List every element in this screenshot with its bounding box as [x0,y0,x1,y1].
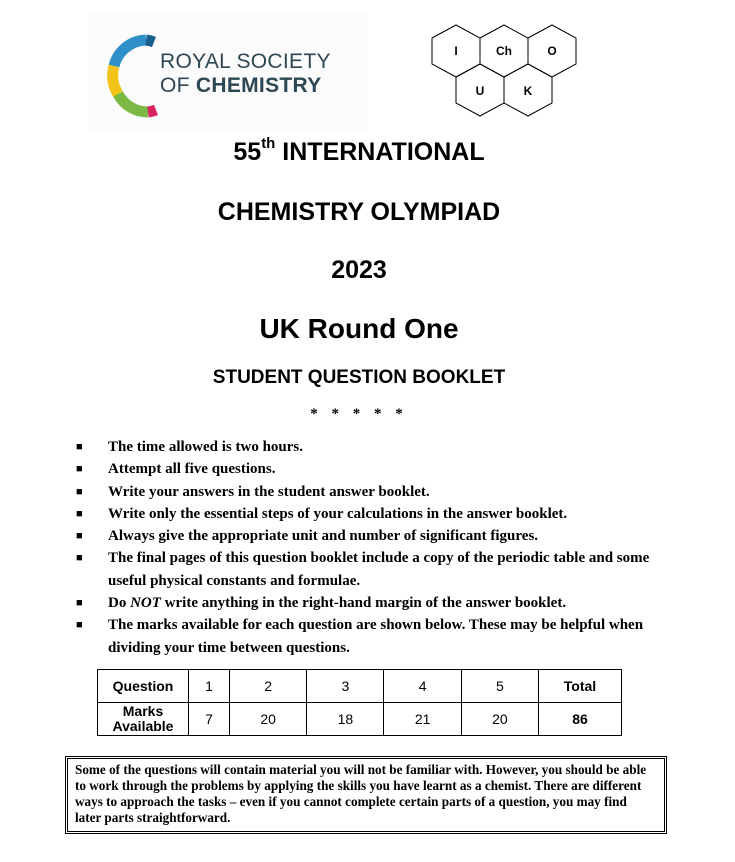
marks-table [97,669,622,736]
title-line-2: CHEMISTRY OLYMPIAD [217,198,501,226]
table-row [98,670,622,703]
hex-label: Ch [496,44,512,58]
rsc-logo [88,14,368,132]
bullet-icon [76,614,83,636]
table-row [98,703,622,736]
title-round: UK Round One [259,313,459,344]
bullet-icon [76,525,83,547]
note-text: Some of the questions will contain material you will not be familiar with. However, you should be able to work through the problems by applying the skills you have learnt as a chemist. There are different ways to approach the tasks – even if you cannot complete certain parts of a question, you may find later parts straightforward. [75,762,647,825]
table-header-cell: Marks Available [98,703,189,736]
list-item: ■ The time allowed is two hours. [76,436,656,458]
title-year: 2023 [331,256,387,284]
table-header-cell: Total [539,670,622,703]
hex-label: K [523,84,533,98]
list-item: ■ Write your answers in the student answer booklet. [76,481,656,503]
bullet-icon [76,481,83,503]
table-cell: 7 [189,703,230,736]
table-cell: 1 [189,670,230,703]
bullet-icon [76,547,83,569]
bullet-icon [76,503,83,525]
rsc-logo-mark [88,14,168,132]
table-cell: 20 [229,703,306,736]
table-cell: 3 [307,670,384,703]
booklet-title: STUDENT QUESTION BOOKLET [212,367,506,388]
stars-separator: * * * * * [310,406,408,422]
table-cell: 86 [539,703,622,736]
list-item: ■ Always give the appropriate unit and number of significant figures. [76,525,656,547]
list-item: ■ Do NOT write anything in the right-hand margin of the answer booklet. [76,592,656,614]
table-header-cell: Question [98,670,189,703]
hex-label: O [547,44,557,58]
logo-text-line2: OF CHEMISTRY [160,74,322,97]
bullet-icon [76,436,83,458]
table-cell: 5 [461,670,538,703]
logo-text-line1: ROYAL SOCIETY [160,50,331,73]
table-cell: 21 [384,703,461,736]
table-cell: 4 [384,670,461,703]
hex-label: I [454,44,458,58]
hex-label: U [475,84,485,98]
icho-uk-hexagon-logo [430,20,600,131]
bullet-icon [76,458,83,480]
table-cell: 20 [461,703,538,736]
list-item: ■ The final pages of this question booklet include a copy of the periodic table and some useful physical constants and formulae. [76,547,656,592]
list-item: ■ Attempt all five questions. [76,458,656,480]
list-item: ■ The marks available for each question are shown below. These may be helpful when dividing your time between questions. [76,614,656,659]
list-item: ■ Write only the essential steps of your calculations in the answer booklet. [76,503,656,525]
bullet-icon [76,592,83,614]
title-line-1: 55th INTERNATIONAL [233,135,485,166]
note-box [65,756,667,834]
table-cell: 18 [307,703,384,736]
instructions-list [76,436,656,659]
table-cell: 2 [229,670,306,703]
